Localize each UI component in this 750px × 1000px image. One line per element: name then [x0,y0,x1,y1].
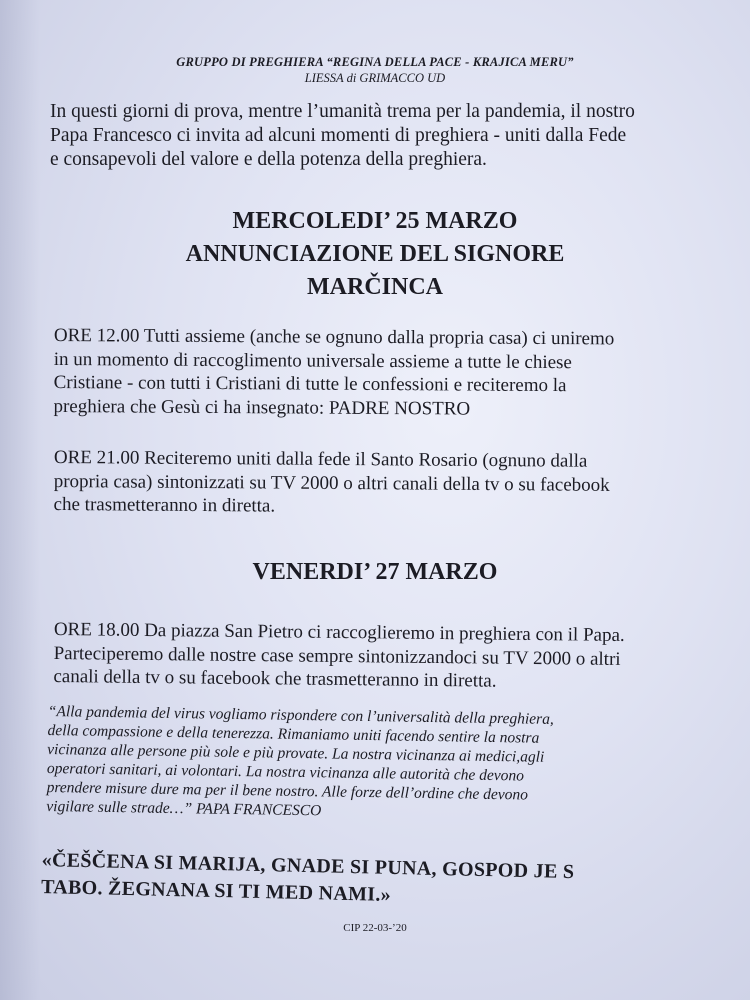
document-header [0,54,750,86]
paragraph-line: propria casa) sintonizzati su TV 2000 o altri canali della tv o su facebook [53,470,610,496]
prayer-group-name: GRUPPO DI PREGHIERA “REGINA DELLA PACE - KRAJICA MERU” [176,55,574,69]
heading-feast: ANNUNCIAZIONE DEL SIGNORE [185,241,565,267]
quote-line: prendere misure dure ma per il bene nostro. Alle forze dell’ordine che devono [46,778,529,804]
paragraph-line: ORE 21.00 Reciteremo uniti dalla fede il Santo Rosario (ognuno dalla [53,446,588,472]
paragraph-line: preghiera che Gesù ci ha insegnato: PADRE NOSTRO [53,395,471,420]
prayer-line: TABO. ŽEGNANA SI TI MED NAMI.» [40,875,392,906]
paragraph-line: Parteciperemo dalle nostre case sempre sintonizzandoci su TV 2000 o altri [53,642,621,670]
quote-line: della compassione e della tenerezza. Rimaniamo uniti facendo sentire la nostra [47,721,540,747]
document-code: CIP 22-03-’20 [343,922,407,934]
paragraph-line: in un momento di raccoglimento universale assieme a tutte le chiese [53,348,572,373]
prayer-line: «ČEŠČENA SI MARIJA, GNADE SI PUNA, GOSPOD JE S [41,848,575,884]
heading-local-name: MARČINCA [307,274,443,300]
quote-line: operatori sanitari, ai volontari. La nostra vicinanza alle autorità che devono [46,759,525,785]
paragraph-line: canali della tv o su facebook che trasmetteranno in diretta. [53,665,497,692]
intro-paragraph [50,100,690,172]
quote-line: vigilare sulle strade…” PAPA FRANCESCO [46,797,322,820]
hail-mary-prayer [41,847,692,916]
page-shadow [0,0,40,1000]
paragraph-line: ORE 12.00 Tutti assieme (anche se ognuno dalla propria casa) ci uniremo [53,324,615,350]
paragraph-line: ORE 18.00 Da piazza San Pietro ci raccoglieremo in preghiera con il Papa. [53,618,625,646]
quote-line: vicinanza alle persone più sole e più provate. La nostra vicinanza ai medici,agli [47,740,545,766]
intro-line: e consapevoli del valore e della potenza della preghiera. [50,149,487,170]
heading-date: MERCOLEDI’ 25 MARZO [232,208,518,234]
friday-heading: VENERDI’ 27 MARZO [252,559,498,585]
intro-line: In questi giorni di prova, mentre l’umanità trema per la pandemia, il nostro [50,101,635,122]
friday-paragraph [53,618,704,695]
noon-prayer-paragraph [53,324,704,422]
intro-line: Papa Francesco ci invita ad alcuni momenti di preghiera - uniti dalla Fede [50,125,627,146]
quote-line: “Alla pandemia del virus vogliamo rispondere con l’universalità della preghiera, [47,702,554,728]
paragraph-line: Cristiane - con tutti i Cristiani di tutte le confessioni e reciteremo la [53,371,567,397]
rosary-paragraph [54,446,704,521]
pope-quote [46,702,673,826]
group-location: LIESSA di GRIMACCO UD [304,71,446,85]
paragraph-line: che trasmetteranno in diretta. [53,493,276,517]
wednesday-heading [0,205,750,304]
